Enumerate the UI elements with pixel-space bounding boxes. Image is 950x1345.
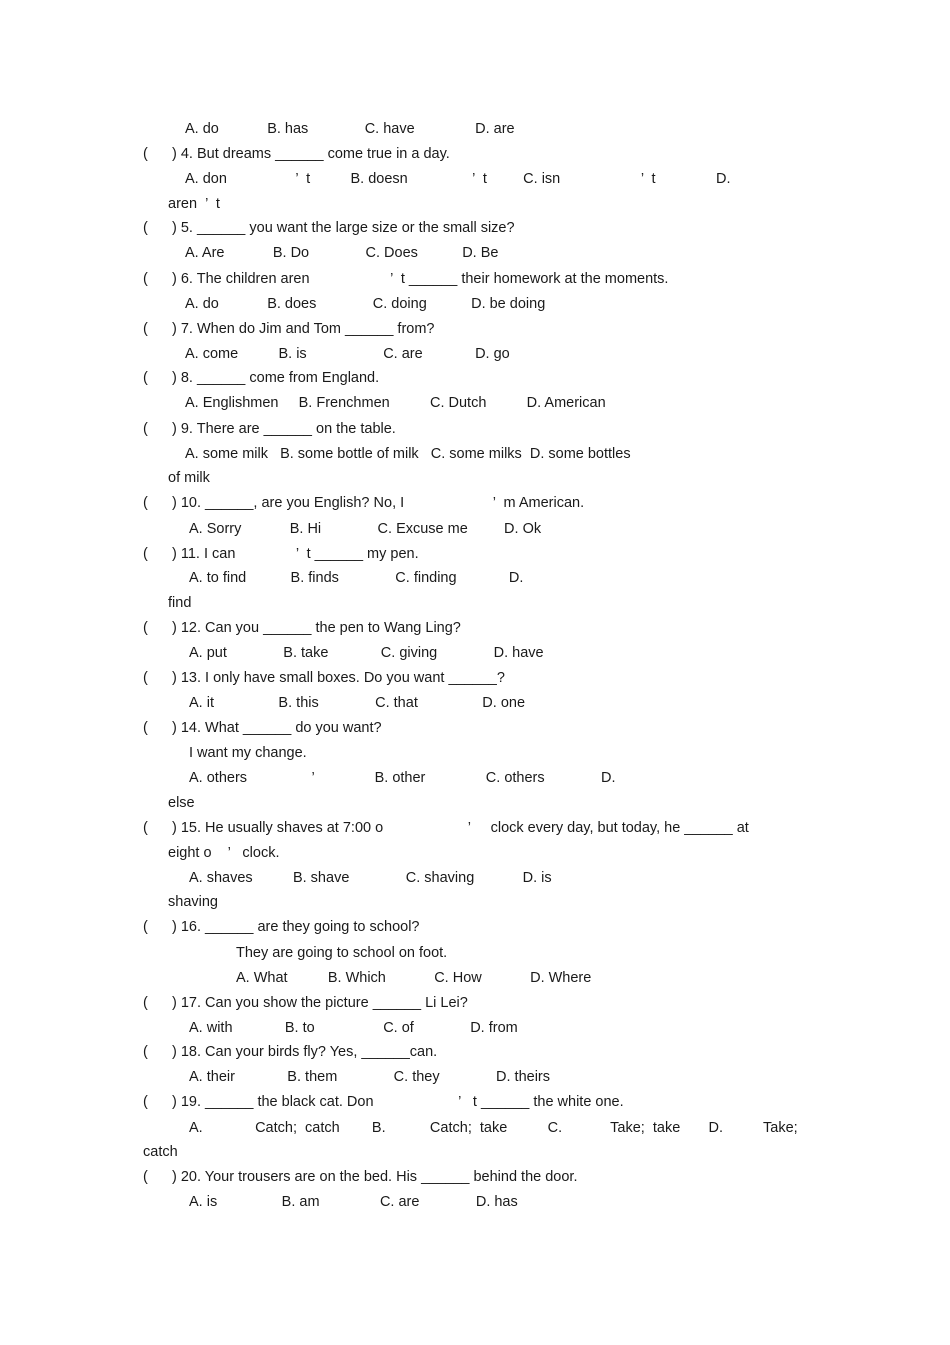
question-14: ( ) 14. What ______ do you want? [143,720,382,736]
options-q11-cont: find [168,595,192,611]
question-20: ( ) 20. Your trousers are on the bed. His ______ behind the door. [143,1169,578,1185]
options-q12: A. put B. take C. giving D. have [189,645,544,661]
options-q19: A. Catch; catch B. Catch; take C. Take; take D. Take; [189,1120,798,1136]
options-q15: A. shaves B. shave C. shaving D. is [189,870,552,886]
options-q5: A. Are B. Do C. Does D. Be [185,245,499,261]
options-q10: A. Sorry B. Hi C. Excuse me D. Ok [189,521,542,537]
question-15: ( ) 15. He usually shaves at 7:00 o ’ clock every day, but today, he ______ at [143,820,749,836]
options-q6: A. do B. does C. doing D. be doing [185,296,546,312]
question-5: ( ) 5. ______ you want the large size or the small size? [143,220,515,236]
question-7: ( ) 7. When do Jim and Tom ______ from? [143,321,435,337]
question-17: ( ) 17. Can you show the picture ______ Li Lei? [143,995,468,1011]
options-q4-cont: aren ’ t [168,196,220,212]
question-4: ( ) 4. But dreams ______ come true in a day. [143,146,450,162]
options-q9: A. some milk B. some bottle of milk C. some milks D. some bottles [185,446,631,462]
question-16-prompt: They are going to school on foot. [236,945,448,961]
question-19: ( ) 19. ______ the black cat. Don ’ t ______ the white one. [143,1094,624,1110]
question-9: ( ) 9. There are ______ on the table. [143,421,396,437]
question-10: ( ) 10. ______, are you English? No, I ’ m American. [143,495,585,511]
options-q14-cont: else [168,795,195,811]
options-q8: A. Englishmen B. Frenchmen C. Dutch D. American [185,395,606,411]
options-q18: A. their B. them C. they D. theirs [189,1069,550,1085]
options-q14: A. others ’ B. other C. others D. [189,770,616,786]
question-11: ( ) 11. I can ’ t ______ my pen. [143,546,419,562]
options-q19-cont: catch [143,1144,178,1160]
options-q13: A. it B. this C. that D. one [189,695,526,711]
question-14-prompt: I want my change. [189,745,307,761]
options-q15-cont: shaving [168,894,218,910]
options-q16: A. What B. Which C. How D. Where [236,970,592,986]
options-q11: A. to find B. finds C. finding D. [189,570,524,586]
options-q17: A. with B. to C. of D. from [189,1020,518,1036]
question-13: ( ) 13. I only have small boxes. Do you want ______? [143,670,505,686]
options-q4: A. don ’ t B. doesn ’ t C. isn ’ t D. [185,171,731,187]
question-12: ( ) 12. Can you ______ the pen to Wang Ling? [143,620,461,636]
options-q9-cont: of milk [168,470,210,486]
question-16: ( ) 16. ______ are they going to school? [143,919,420,935]
question-6: ( ) 6. The children aren ’ t ______ their homework at the moments. [143,271,669,287]
question-15-cont: eight o ’ clock. [168,845,280,861]
question-8: ( ) 8. ______ come from England. [143,370,380,386]
options-q20: A. is B. am C. are D. has [189,1194,518,1210]
question-18: ( ) 18. Can your birds fly? Yes, ______can. [143,1044,438,1060]
options-q3: A. do B. has C. have D. are [185,121,515,137]
options-q7: A. come B. is C. are D. go [185,346,510,362]
